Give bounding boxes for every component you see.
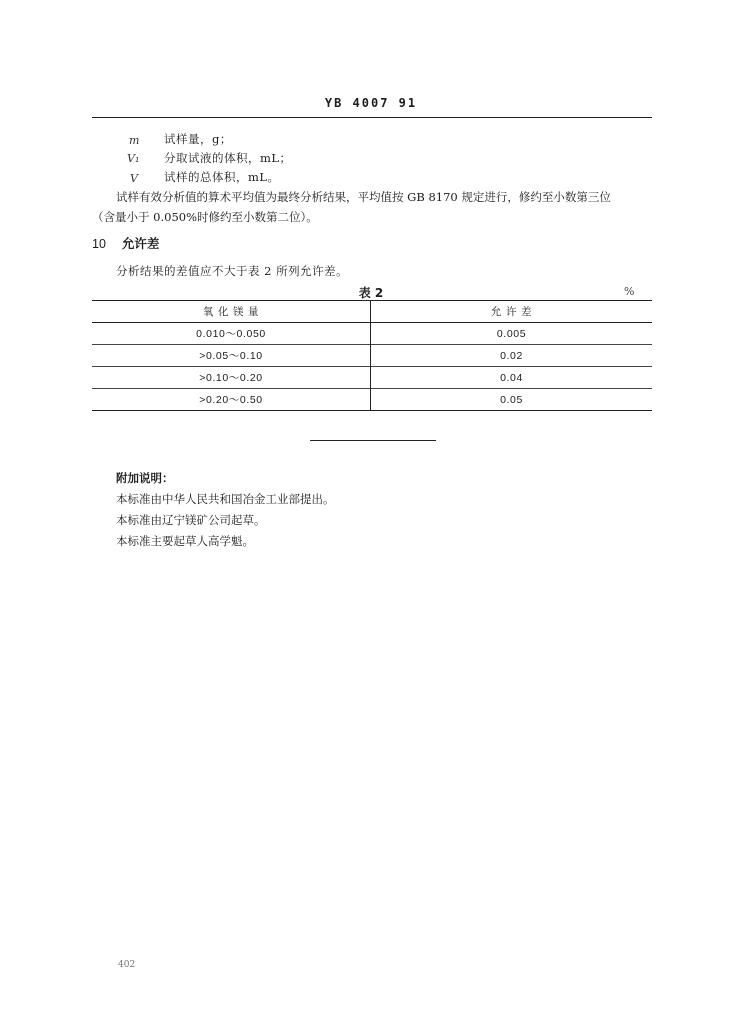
variable-symbol-m: m	[129, 134, 140, 147]
result-paragraph-line-2: （含量小于 0.050%时修约至小数第二位）。	[92, 210, 318, 224]
table-row	[92, 345, 652, 367]
table-row	[92, 367, 652, 389]
tolerance-table	[92, 300, 652, 411]
table-caption: 表 2	[358, 286, 384, 300]
table-row	[92, 389, 652, 411]
header-tolerance: 允 许 差	[490, 306, 533, 318]
table-cell-content: >0.20～0.50	[92, 389, 371, 411]
notes-line: 本标准由辽宁镁矿公司起草。	[116, 513, 266, 527]
variable-desc-v1: 分取试液的体积，mL；	[164, 151, 292, 165]
notes-title: 附加说明：	[116, 471, 174, 485]
table-cell-content: 0.010～0.050	[92, 323, 371, 345]
table-cell-tolerance: 0.04	[500, 371, 523, 384]
table-cell-tolerance: 0.02	[500, 349, 523, 362]
variable-symbol-v: V	[130, 172, 138, 185]
variable-symbol-v1: V₁	[127, 152, 140, 165]
notes-line: 本标准主要起草人高学魁。	[116, 534, 254, 548]
table-unit: %	[624, 285, 635, 298]
section-heading	[92, 234, 159, 252]
table-row	[92, 323, 652, 345]
additional-notes	[116, 468, 335, 552]
table-cell-content: >0.05～0.10	[92, 345, 371, 367]
header-magnesium-oxide: 氧 化 镁 量	[92, 301, 371, 323]
table-cell-tolerance: 0.005	[496, 327, 527, 340]
table-header-row	[92, 301, 652, 323]
variable-desc-m: 试样量，g；	[164, 132, 232, 146]
end-of-text-rule	[310, 440, 436, 441]
variable-desc-v: 试样的总体积，mL。	[164, 170, 280, 184]
result-paragraph-line-1: 试样有效分析值的算术平均值为最终分析结果，平均值按 GB 8170 规定进行，修约至小数第三位	[116, 190, 611, 204]
table-cell-tolerance: 0.05	[500, 393, 523, 406]
notes-line: 本标准由中华人民共和国冶金工业部提出。	[116, 492, 335, 506]
result-paragraph	[92, 187, 652, 227]
document-code-header: YB 4007 91	[324, 96, 418, 110]
page-number: 402	[118, 960, 136, 970]
table-cell-content: >0.10～0.20	[92, 367, 371, 389]
tolerance-sentence: 分析结果的差值应不大于表 2 所列允许差。	[116, 264, 349, 278]
section-number: 10	[92, 237, 106, 251]
header-rule	[92, 117, 652, 118]
section-title: 允许差	[121, 236, 160, 251]
